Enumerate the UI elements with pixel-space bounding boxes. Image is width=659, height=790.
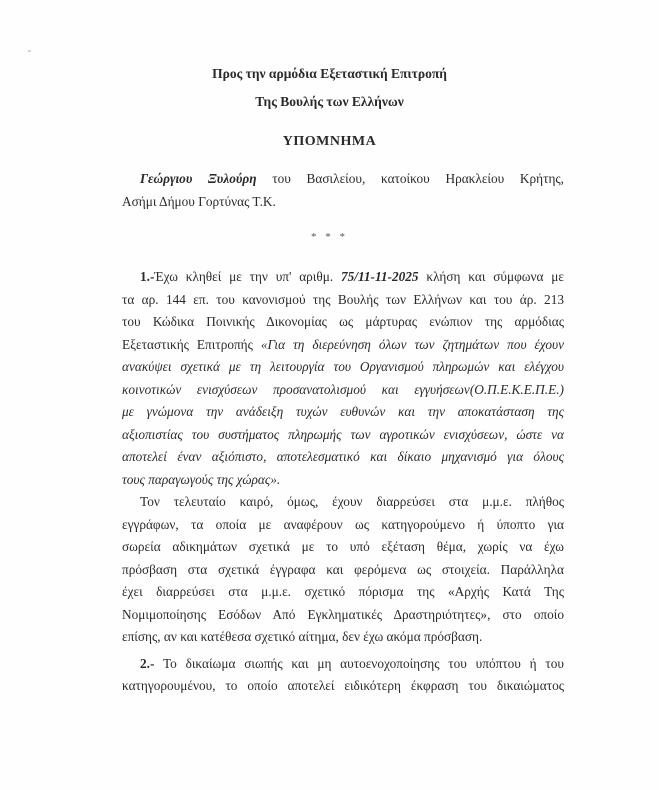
section-1-line: αξιοπιστίας του συστήματος πληρωμής των αγροτικών ενισχύσεων, ώστε να: [122, 426, 564, 442]
section-2-line: 2.- Το δικαίωμα σιωπής και μη αυτοενοχοποίησης του υπόπτου ή του: [140, 655, 564, 671]
paragraph-2-line: σωρεία αδικημάτων σχετικά με το υπό εξέταση θέμα, χωρίς να έχω: [122, 539, 564, 554]
author-line-1: [122, 168, 564, 191]
section-1-line: τους παραγωγούς της χώρας».: [122, 471, 281, 487]
paragraph-2-line: πρόσβαση στα σχετικά έγγραφα και φερόμενα ως στοιχεία. Παράλληλα: [122, 561, 564, 577]
section-1: [122, 266, 564, 698]
author-details: του Βασιλείου, κατοίκου Ηρακλείου Κρήτης,: [272, 171, 564, 186]
author-block: [122, 168, 564, 213]
paragraph-2-line: επίσης, αν και κατέθεσα σχετικό αίτημα, δεν έχω ακόμα πρόσβαση.: [122, 629, 483, 644]
section-1-line: τα αρ. 144 επ. του κανονισμού της Βουλής των Ελλήνων και του άρ. 213: [122, 291, 564, 307]
addressee-line-1: Προς την αρμόδια Εξεταστική Επιτροπή: [212, 66, 447, 81]
paragraph-2-line: Νομιμοποίησης Εσόδων Από Εγκληματικές Δραστηριότητες», στο οποίο: [122, 606, 564, 622]
section-1-line: Εξεταστικής Επιτροπής «Για τη διερεύνηση όλων των ζητημάτων που έχουν: [122, 336, 564, 352]
section-1-line: του Κώδικα Ποινικής Δικονομίας ως μάρτυρας ενώπιον της αρμόδιας: [122, 314, 564, 329]
addressee-line-2: Της Βουλής των Ελλήνων: [255, 94, 404, 109]
document-title: ΥΠΟΜΝΗΜΑ: [282, 134, 377, 149]
author-name: Γεώργιου Ξυλούρη: [140, 171, 257, 186]
paragraph-2-line: Τον τελευταίο καιρό, όμως, έχουν διαρρεύσει στα μ.μ.ε. πλήθος: [140, 494, 564, 509]
paragraph-2-line: εγγράφων, τα οποία με αναφέρουν ως κατηγορούμενο ή ύποπτο για: [122, 516, 564, 532]
section-1-line: με γνώμονα την ανάδειξη τυχών ευθυνών και την αποκατάσταση της: [122, 404, 564, 419]
committee-mandate-quote: «Για τη διερεύνηση όλων των ζητημάτων που έχουν: [260, 336, 564, 352]
section-1-line: 1.-Έχω κληθεί με την υπ' αριθμ. 75/11-11-2025 κλήση και σύμφωνα με: [140, 269, 564, 284]
scan-artifact: [28, 50, 31, 52]
section-2-number: 2.-: [140, 655, 155, 671]
section-1-line: ανακύψει σχετικά με τη λειτουργία του Οργανισμού πληρωμών και ελέγχου: [122, 359, 564, 374]
paragraph-2-line: έχει διαρρεύσει στα μ.μ.ε. σχετικό πόρισμα της «Αρχής Κατά Της: [122, 584, 564, 599]
section-separator: * * *: [311, 231, 348, 243]
section-1-number: 1.-: [140, 269, 155, 284]
section-1-line: κοινοτικών ενισχύσεων προσανατολισμού και εγγυήσεων(Ο.Π.Ε.Κ.Ε.Π.Ε.): [122, 381, 564, 397]
author-line-2: Ασήμι Δήμου Γορτύνας Τ.Κ.: [122, 193, 276, 209]
section-1-line: αποτελεί έναν αξιόπιστο, αποτελεσματικό και δίκαιο μηχανισμό για όλους: [122, 449, 564, 464]
section-2-line: κατηγορουμένου, το οποίο αποτελεί ειδικότερη έκφραση του δικαιώματος: [122, 678, 564, 693]
summons-reference: 75/11-11-2025: [341, 269, 419, 284]
